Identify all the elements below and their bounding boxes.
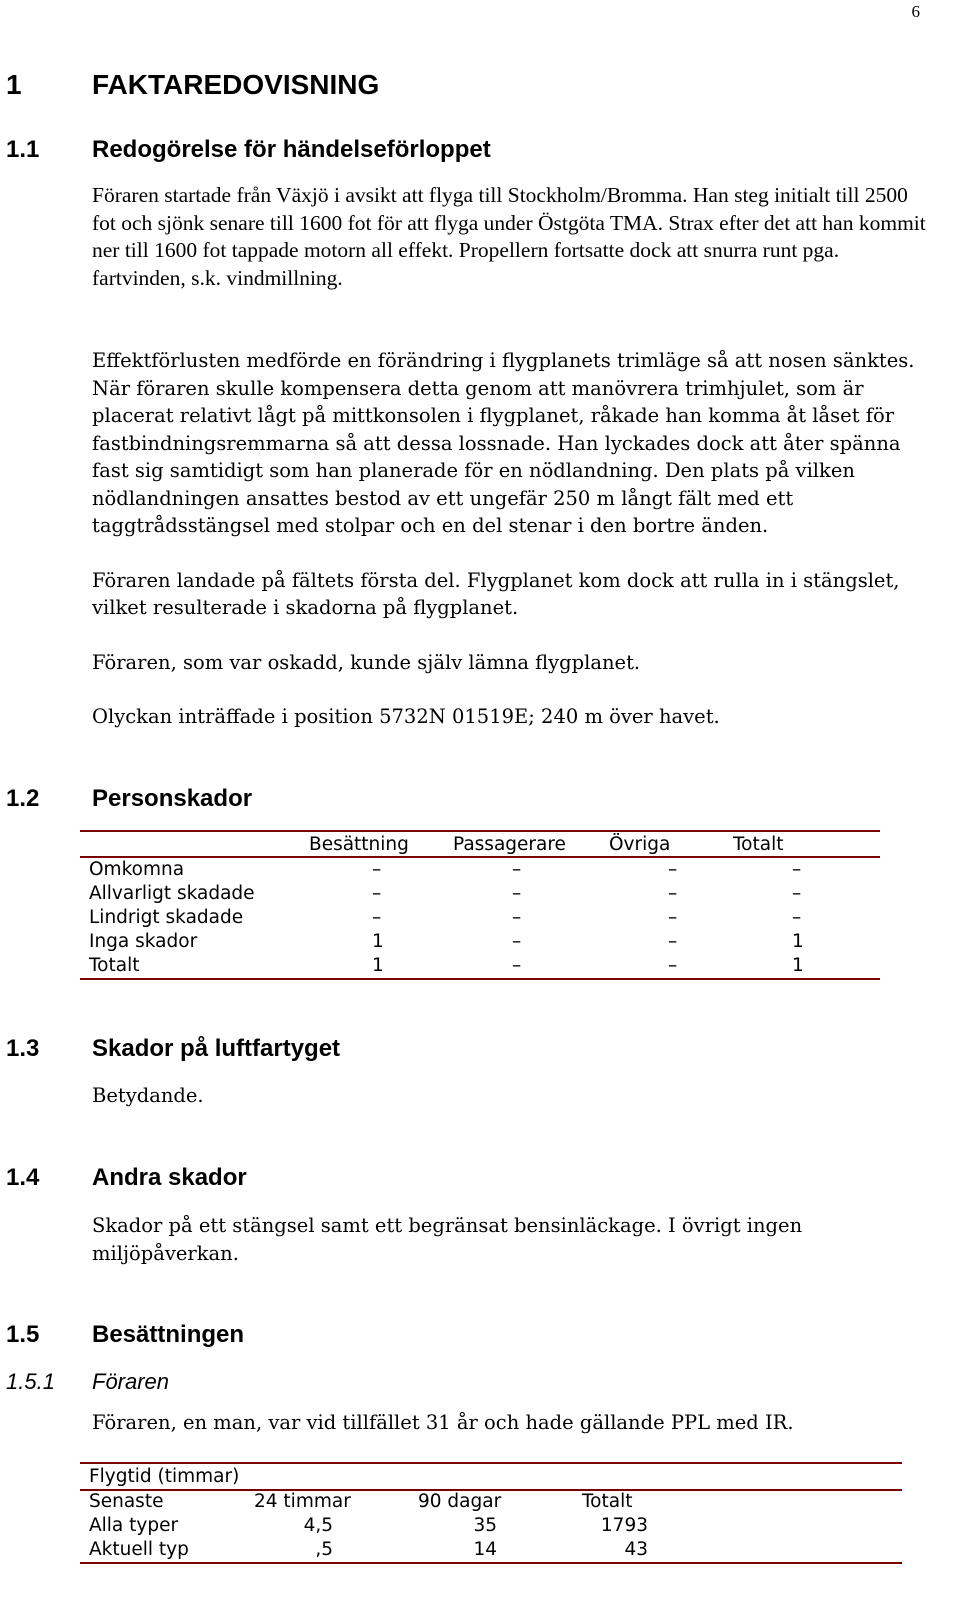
section-title: FAKTAREDOVISNING — [92, 69, 380, 100]
row-label: Totalt — [89, 955, 140, 976]
table-cell: ,5 — [315, 1539, 333, 1560]
table-header: Totalt — [733, 834, 784, 855]
table-header: Besättning — [309, 834, 409, 855]
table-cell: – — [512, 859, 522, 880]
row-label: Allvarligt skadade — [89, 883, 255, 904]
table-header: 90 dagar — [418, 1491, 502, 1512]
paragraph-block — [92, 182, 932, 319]
subsubsection-number: 1.5.1 — [6, 1369, 55, 1394]
paragraph: Föraren, som var oskadd, kunde själv lämna flygplanet. — [92, 650, 641, 674]
table-cell: – — [668, 931, 678, 952]
row-label: Inga skador — [89, 931, 198, 952]
table-rule — [80, 1462, 902, 1464]
table-cell: 1793 — [600, 1515, 648, 1536]
section-number: 1 — [6, 69, 22, 100]
paragraph: Effektförlusten medförde en förändring i flygplanets trimläge så att nosen sänktes. När föraren skulle kompensera detta genom att manövrera trimhjulet, som är placerat relativt lågt på mittkonsolen i flygplanet, råkade han komma åt låset för fastbindningsremmarna så att dessa lossnade. Han lyckades dock att åter spänna fast sig samtidigt som han planerade för en nödlandning. Den plats på vilken nödlandningen ansattes bestod av ett ungefär 250 m långt fält med ett taggtrådsstängsel med stolpar och en del stenar i den bortre änden. — [92, 349, 915, 537]
table-cell: – — [512, 883, 522, 904]
subsection-title: Andra skador — [92, 1164, 247, 1191]
table-cell: – — [372, 859, 382, 880]
table-cell: 43 — [624, 1539, 648, 1560]
table-cell: – — [668, 883, 678, 904]
table-header: Totalt — [582, 1491, 633, 1512]
subsection-title: Personskador — [92, 785, 253, 812]
paragraph: Föraren, en man, var vid tillfället 31 år och hade gällande PPL med IR. — [92, 1411, 794, 1434]
table-cell: 1 — [372, 931, 384, 952]
subsection-number: 1.4 — [6, 1164, 40, 1191]
table-cell: – — [792, 859, 802, 880]
table-cell: 14 — [473, 1539, 497, 1560]
subsection-title: Redogörelse för händelseförloppet — [92, 136, 491, 163]
table-header: Senaste — [89, 1491, 164, 1512]
table-cell: – — [372, 883, 382, 904]
paragraph: Föraren startade från Växjö i avsikt att flyga till Stockholm/Bromma. Han steg initialt till 2500 fot och sjönk senare till 1600 fot för att flyga under Östgöta TMA. Strax efter det att han kommit ner till 1600 fot tappade motorn all effekt. Propellern fortsatte dock att snurra runt pga. fartvinden, s.k. vindmillning. — [92, 183, 926, 290]
row-label: Aktuell typ — [89, 1539, 189, 1560]
table-cell: – — [372, 907, 382, 928]
table-cell: – — [792, 883, 802, 904]
subsection-title: Besättningen — [92, 1321, 245, 1348]
table-cell: – — [668, 955, 678, 976]
paragraph: Skador på ett stängsel samt ett begränsat bensinläckage. I övrigt ingen miljöpåverkan. — [92, 1214, 803, 1265]
table-cell: – — [512, 907, 522, 928]
subsection-number: 1.2 — [6, 785, 40, 812]
table-cell: – — [792, 907, 802, 928]
table-rule — [80, 830, 880, 832]
table-cell: 1 — [372, 955, 384, 976]
table-cell: 35 — [473, 1515, 497, 1536]
table-cell: – — [512, 931, 522, 952]
table-rule — [80, 856, 880, 858]
row-label: Omkomna — [89, 859, 185, 880]
paragraph: Olyckan inträffade i position 5732N 01519E; 240 m över havet. — [92, 705, 720, 728]
paragraph: Föraren landade på fältets första del. Flygplanet kom dock att rulla in i stängslet, vilket resulterade i skadorna på flygplanet. — [92, 568, 900, 619]
table-title: Flygtid (timmar) — [89, 1466, 240, 1487]
page-number: 6 — [911, 2, 920, 21]
table-cell: 1 — [792, 931, 804, 952]
subsubsection-title: Föraren — [92, 1369, 170, 1394]
table-header: Övriga — [609, 834, 671, 855]
subsection-title: Skador på luftfartyget — [92, 1035, 341, 1062]
table-cell: 4,5 — [303, 1515, 333, 1536]
table-cell: – — [668, 859, 678, 880]
subsection-number: 1.5 — [6, 1321, 40, 1348]
subsection-number: 1.1 — [6, 136, 40, 163]
table-cell: – — [512, 955, 522, 976]
paragraph-block — [92, 347, 932, 758]
subsection-number: 1.3 — [6, 1035, 40, 1062]
table-header: 24 timmar — [254, 1491, 351, 1512]
row-label: Alla typer — [89, 1515, 179, 1536]
row-label: Lindrigt skadade — [89, 907, 244, 928]
table-rule — [80, 978, 880, 980]
table-rule — [80, 1562, 902, 1564]
table-header: Passagerare — [453, 834, 566, 855]
table-cell: 1 — [792, 955, 804, 976]
paragraph: Betydande. — [92, 1084, 204, 1107]
table-cell: – — [668, 907, 678, 928]
